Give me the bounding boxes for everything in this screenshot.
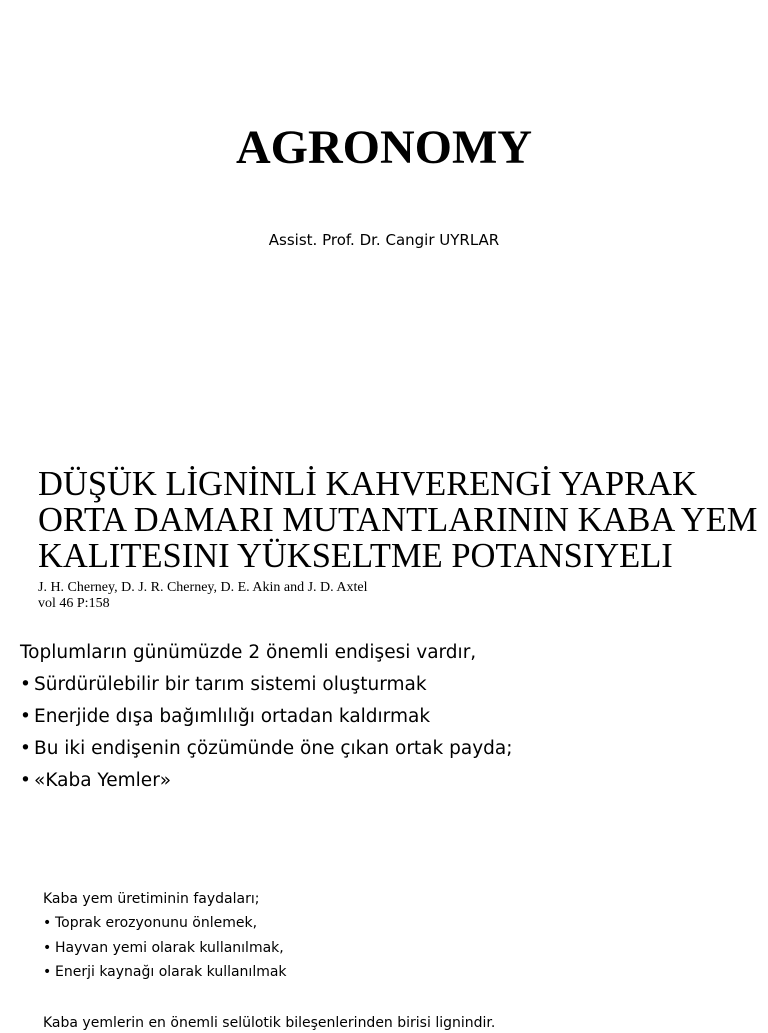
paper-title-line: KALITESINI YÜKSELTME POTANSIYELI: [38, 537, 673, 575]
list-item: [20, 735, 512, 767]
paper-citation: vol 46 P:158: [38, 596, 110, 611]
paper-title: [38, 466, 757, 574]
list-item: [20, 671, 512, 703]
bullet-icon: •: [20, 770, 31, 791]
list-item: [43, 937, 287, 962]
list-item-text: Enerji kaynağı olarak kullanılmak: [55, 964, 287, 980]
list-item-text: Bu iki endişenin çözümünde öne çıkan ortak payda;: [34, 738, 513, 759]
list-item: [20, 703, 512, 735]
bullet-icon: •: [20, 706, 31, 727]
list-item-text: Toprak erozyonunu önlemek,: [55, 915, 258, 931]
cutoff-paragraph: Kaba yemlerin en önemli selülotik bileşenlerinden birisi lignindir.: [43, 1015, 496, 1031]
concerns-lead: Toplumların günümüzde 2 önemli endişesi vardır,: [20, 642, 477, 663]
bullet-icon: •: [20, 738, 31, 759]
concerns-list: [20, 671, 512, 799]
benefits-list: [43, 912, 287, 986]
paper-authors: J. H. Cherney, D. J. R. Cherney, D. E. Akin and J. D. Axtel: [38, 580, 368, 595]
bullet-icon: •: [43, 939, 52, 956]
list-item: [43, 961, 287, 986]
list-item-text: Sürdürülebilir bir tarım sistemi oluşturmak: [34, 674, 427, 695]
bullet-icon: •: [20, 674, 31, 695]
benefits-lead: Kaba yem üretiminin faydaları;: [43, 891, 260, 907]
bullet-icon: •: [43, 964, 52, 980]
page-title: AGRONOMY: [236, 121, 532, 174]
list-item-text: «Kaba Yemler»: [34, 770, 172, 791]
paper-title-line: DÜŞÜK LİGNİNLİ KAHVERENGİ YAPRAK: [38, 465, 697, 503]
list-item-text: Enerjide dışa bağımlılığı ortadan kaldırmak: [34, 706, 431, 727]
paper-title-line: ORTA DAMARI MUTANTLARININ KABA YEM: [38, 501, 758, 539]
bullet-icon: •: [43, 915, 52, 931]
list-item: [43, 912, 287, 937]
list-item: [20, 767, 512, 799]
author-name: Assist. Prof. Dr. Cangir UYRLAR: [268, 231, 500, 249]
paper-authors-block: [38, 580, 368, 612]
list-item-text: Hayvan yemi olarak kullanılmak,: [55, 939, 284, 956]
